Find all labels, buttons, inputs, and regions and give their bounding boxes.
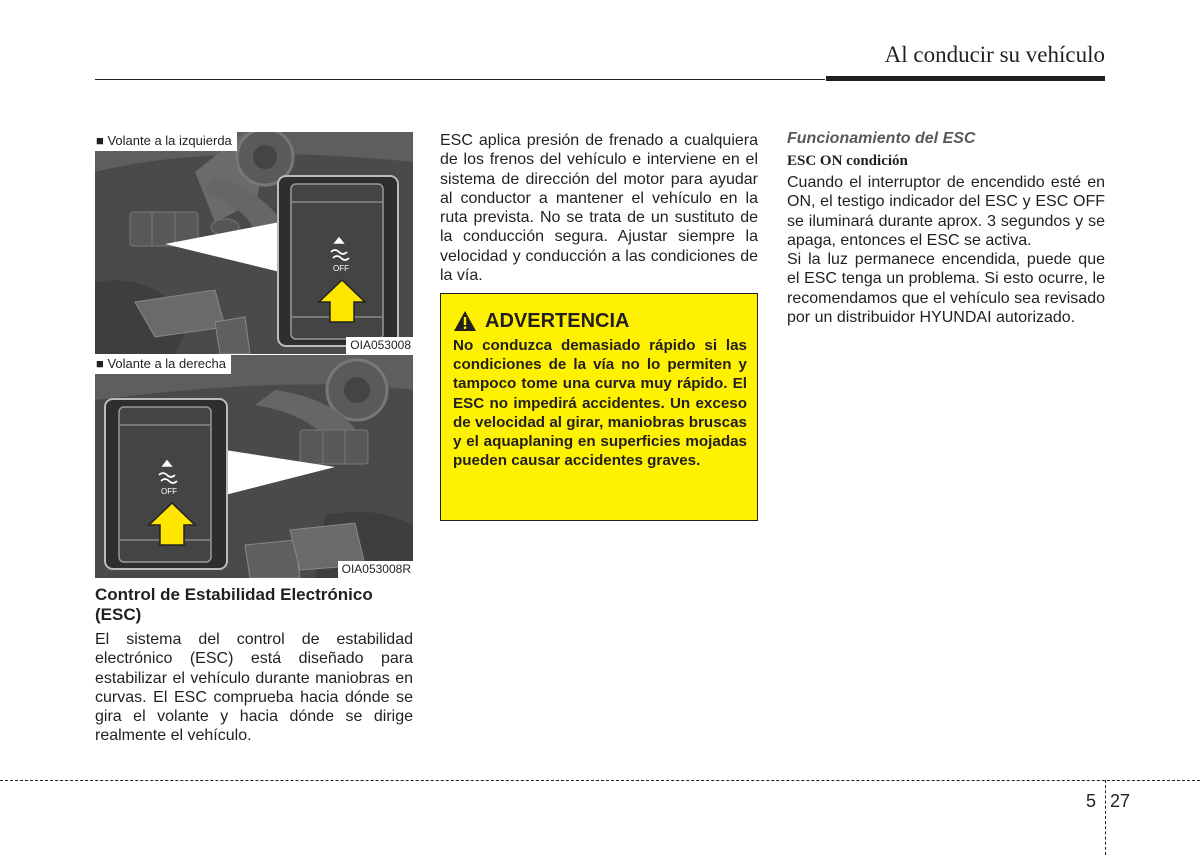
footer-page-divider	[1105, 780, 1106, 855]
footer-divider	[0, 780, 1200, 781]
warning-header	[453, 308, 747, 334]
figure-code: OIA053008	[346, 337, 413, 354]
column-2-text	[440, 131, 758, 285]
section-intro: El sistema del control de estabilidad electrónico (ESC) está diseñado para estabilizar el vehículo durante maniobras en curvas. El ESC comprueba hacia dónde se gira el volante y hacia dónde se dirige realmente el vehículo.	[95, 631, 413, 745]
esc-on-heading: ESC ON condición	[787, 153, 908, 169]
figure-left-hand-drive	[95, 132, 413, 354]
esc-off-label: OFF	[333, 264, 349, 273]
header-rule	[95, 79, 825, 80]
warning-text: No conduzca demasiado rápido si las condiciones de la vía no lo permiten y tampoco tome una curva muy rápido. El ESC no impedirá accidentes. Un exceso de velocidad al girar, maniobras bruscas y el aquaplaning en superficies mojadas pueden causar accidentes graves.	[453, 337, 747, 470]
esc-on-paragraph: Cuando el interruptor de encendido esté en ON, el testigo indicador del ESC y ESC OFF se iluminará durante aprox. 3 segundos y se apaga, entonces el ESC se activa.	[787, 174, 1105, 249]
dashboard-illustration-lhd	[95, 132, 413, 354]
section-heading: Control de Estabilidad Electrónico (ESC)	[95, 585, 373, 624]
column-3-text	[787, 129, 1105, 327]
column-1-text	[95, 585, 413, 746]
esc-off-label: OFF	[161, 487, 177, 496]
page-number: 27	[1110, 791, 1131, 811]
dashboard-illustration-rhd	[95, 355, 413, 578]
warning-triangle-icon	[453, 310, 477, 332]
header-rule-accent	[826, 76, 1105, 81]
chapter-number: 5	[1086, 791, 1097, 811]
figure-code: OIA053008R	[338, 561, 413, 578]
esc-operation-heading: Funcionamiento del ESC	[787, 130, 976, 147]
esc-description: ESC aplica presión de frenado a cualquiera de los frenos del vehículo e interviene en el sistema de dirección del motor para ayudar al conductor a mantener el vehículo en la ruta prevista. No se trata de un sustituto de la conducción segura. Ajustar siempre la velocidad y conducción a las condiciones de la vía.	[440, 132, 758, 285]
figure-caption-label: ■ Volante a la derecha	[95, 355, 231, 374]
figure-right-hand-drive	[95, 355, 413, 578]
page-header-title: Al conducir su vehículo	[884, 42, 1105, 67]
figure-caption-label: ■ Volante a la izquierda	[95, 132, 237, 151]
esc-problem-paragraph: Si la luz permanece encendida, puede que el ESC tenga un problema. Si esto ocurre, le recomendamos que el vehículo sea revisado por un distribuidor HYUNDAI autorizado.	[787, 251, 1105, 327]
warning-title: ADVERTENCIA	[485, 310, 630, 332]
warning-box	[440, 293, 758, 521]
